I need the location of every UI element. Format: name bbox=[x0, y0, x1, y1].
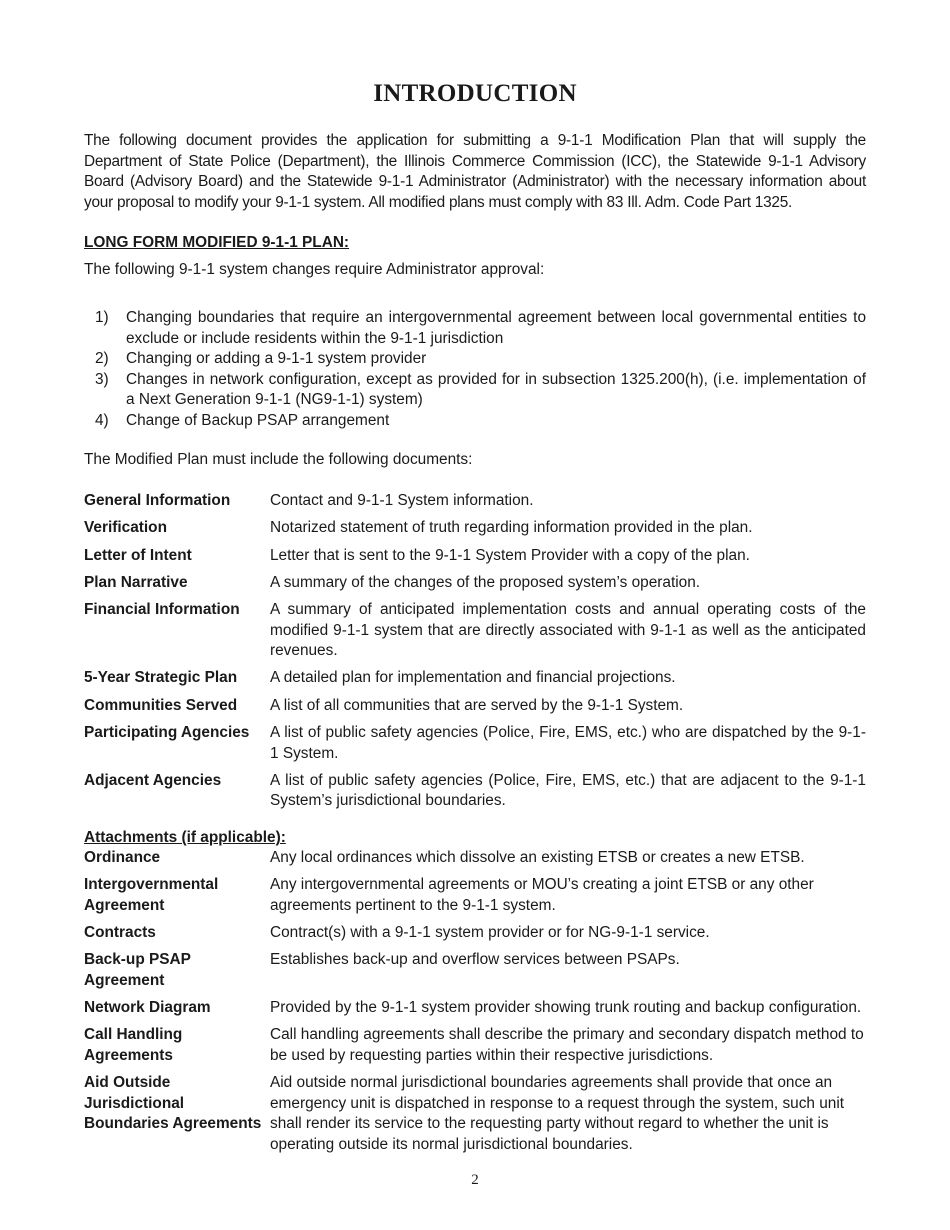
long-form-lead: The following 9-1-1 system changes require Administrator approval: bbox=[84, 261, 545, 278]
document-row bbox=[84, 518, 866, 539]
document-term: Participating Agencies bbox=[84, 724, 250, 742]
attachment-row bbox=[84, 1025, 866, 1066]
document-row bbox=[84, 491, 866, 512]
document-desc: A list of public safety agencies (Police, Fire, EMS, etc.) that are adjacent to the 9-1-1 System’s jurisdictional boundaries. bbox=[270, 771, 866, 810]
list-item-text: Changing or adding a 9-1-1 system provider bbox=[126, 350, 427, 367]
attachment-row bbox=[84, 950, 866, 991]
documents-list bbox=[84, 491, 866, 819]
attachment-desc: Contract(s) with a 9-1-1 system provider or for NG-9-1-1 service. bbox=[270, 924, 710, 942]
document-desc: Contact and 9-1-1 System information. bbox=[270, 492, 534, 509]
attachment-row bbox=[84, 923, 866, 944]
attachment-desc: Any intergovernmental agreements or MOU’s creating a joint ETSB or any other agreements pertinent to the 9-1-1 system. bbox=[270, 876, 814, 914]
attachments-list bbox=[84, 848, 866, 1162]
document-term: 5-Year Strategic Plan bbox=[84, 669, 238, 687]
document-term: General Information bbox=[84, 492, 231, 509]
changes-list bbox=[84, 308, 866, 431]
document-desc: A list of public safety agencies (Police, Fire, EMS, etc.) who are dispatched by the 9-1-1 System. bbox=[270, 724, 866, 762]
attachment-term: Back-up PSAP Agreement bbox=[84, 951, 191, 989]
list-item-number: 4) bbox=[95, 411, 109, 429]
document-desc: A list of all communities that are served by the 9-1-1 System. bbox=[270, 696, 684, 714]
long-form-heading: LONG FORM MODIFIED 9-1-1 PLAN: bbox=[84, 234, 350, 251]
attachment-term: Contracts bbox=[84, 924, 156, 942]
attachment-term: Ordinance bbox=[84, 849, 161, 866]
attachment-row bbox=[84, 1073, 866, 1155]
attachment-desc: Any local ordinances which dissolve an existing ETSB or creates a new ETSB. bbox=[270, 849, 805, 866]
document-desc: Letter that is sent to the 9-1-1 System Provider with a copy of the plan. bbox=[270, 546, 750, 564]
attachment-row bbox=[84, 875, 866, 916]
document-term: Adjacent Agencies bbox=[84, 771, 222, 789]
document-term: Verification bbox=[84, 519, 167, 537]
list-item-text: Change of Backup PSAP arrangement bbox=[126, 411, 390, 429]
document-row bbox=[84, 771, 866, 812]
attachment-term: Network Diagram bbox=[84, 999, 211, 1017]
list-item bbox=[84, 370, 866, 411]
list-item-number: 2) bbox=[95, 350, 109, 367]
document-term: Letter of Intent bbox=[84, 546, 192, 564]
attachment-row bbox=[84, 998, 866, 1019]
list-item-number: 3) bbox=[95, 370, 109, 388]
document-term: Plan Narrative bbox=[84, 573, 188, 591]
attachment-desc: Establishes back-up and overflow services between PSAPs. bbox=[270, 951, 680, 969]
attachment-term: Aid Outside Jurisdictional Boundaries Agreements bbox=[84, 1074, 262, 1133]
documents-lead: The Modified Plan must include the following documents: bbox=[84, 451, 473, 468]
document-row bbox=[84, 600, 866, 662]
document-row bbox=[84, 573, 866, 594]
attachment-desc: Aid outside normal jurisdictional boundaries agreements shall provide that once an emergency unit is dispatched in response to a request through the system, such unit shall render its service to the requesting party without regard to whether the unit is operating outside its normal jurisdictional boundaries. bbox=[270, 1074, 845, 1153]
document-row bbox=[84, 668, 866, 689]
list-item-text: Changes in network configuration, except as provided for in subsection 1325.200(h), (i.e. implementation of a Next Generation 9-1-1 (NG9-1-1) system) bbox=[126, 370, 866, 408]
attachment-desc: Call handling agreements shall describe the primary and secondary dispatch method to be used by requesting parties within their respective jurisdictions. bbox=[270, 1026, 864, 1064]
document-desc: A summary of anticipated implementation costs and annual operating costs of the modified 9-1-1 system that are directly associated with 9-1-1 as well as the anticipated revenues. bbox=[270, 601, 866, 660]
document-term: Communities Served bbox=[84, 696, 238, 714]
attachment-term: Call Handling Agreements bbox=[84, 1026, 183, 1064]
document-row bbox=[84, 696, 866, 717]
document-desc: A detailed plan for implementation and financial projections. bbox=[270, 669, 676, 687]
intro-paragraph: The following document provides the application for submitting a 9-1-1 Modification Plan that will supply the Department of State Police (Department), the Illinois Commerce Commission (ICC), the Statewide 9-1-1 Advisory Board (Advisory Board) and the Statewide 9-1-1 Administrator (Administrator) with the necessary information about your proposal to modify your 9-1-1 system. All modified plans must comply with 83 Ill. Adm. Code Part 1325. bbox=[84, 132, 866, 211]
document-desc: Notarized statement of truth regarding information provided in the plan. bbox=[270, 519, 753, 537]
list-item bbox=[84, 349, 866, 370]
attachments-heading: Attachments (if applicable): bbox=[84, 829, 286, 846]
page-title: INTRODUCTION bbox=[373, 80, 577, 107]
attachment-desc: Provided by the 9-1-1 system provider showing trunk routing and backup configuration. bbox=[270, 999, 862, 1017]
attachment-row bbox=[84, 848, 866, 869]
document-desc: A summary of the changes of the proposed system’s operation. bbox=[270, 573, 701, 591]
list-item bbox=[84, 411, 866, 432]
list-item-text: Changing boundaries that require an intergovernmental agreement between local governmental entities to exclude or include residents within the 9-1-1 jurisdiction bbox=[126, 309, 866, 347]
list-item-number: 1) bbox=[95, 309, 109, 326]
page-number: 2 bbox=[471, 1172, 479, 1188]
document-row bbox=[84, 546, 866, 567]
document-row bbox=[84, 723, 866, 764]
document-term: Financial Information bbox=[84, 601, 240, 619]
attachment-term: Intergovernmental Agreement bbox=[84, 876, 219, 914]
list-item bbox=[84, 308, 866, 349]
